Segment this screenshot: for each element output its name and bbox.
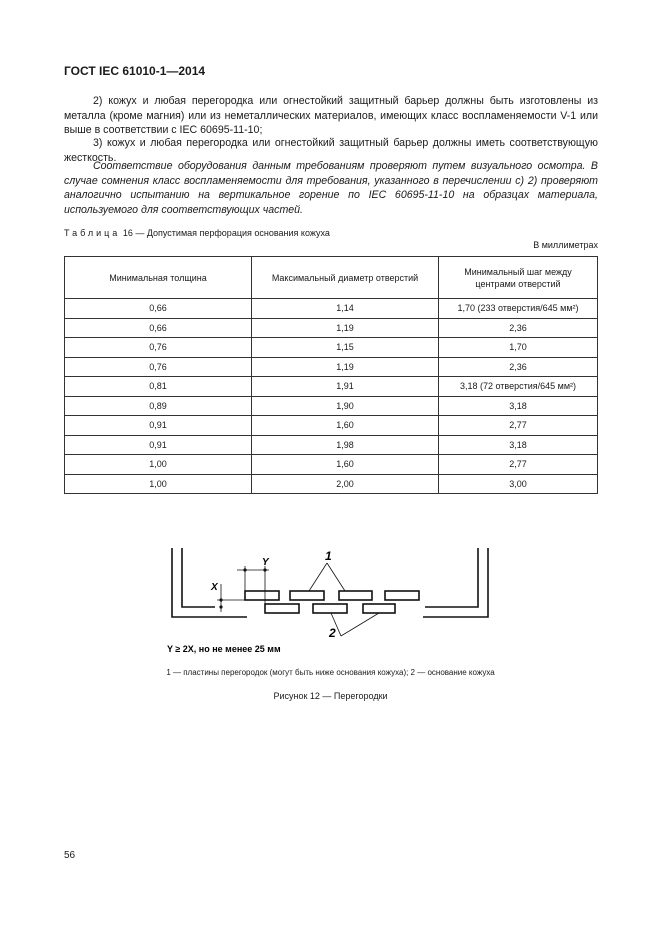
- document-header: ГОСТ IEC 61010-1—2014: [64, 64, 206, 78]
- cell-thickness: 0,66: [65, 299, 252, 319]
- table-row: [65, 435, 598, 455]
- table-caption-title: 16 — Допустимая перфорация основания кожуха: [122, 228, 330, 238]
- cell-diameter: 1,90: [252, 396, 439, 416]
- header-min-pitch: Минимальный шаг между центрами отверстий: [439, 257, 598, 299]
- cell-diameter: 1,15: [252, 338, 439, 358]
- leader-1a: [309, 563, 327, 591]
- table-row: [65, 396, 598, 416]
- cell-thickness: 0,81: [65, 377, 252, 397]
- table-header-row: [65, 257, 598, 299]
- enclosure-left-wall: [172, 548, 247, 617]
- dim-y-tick-left: [243, 568, 246, 571]
- cell-pitch: 2,77: [439, 455, 598, 475]
- enclosure-right-wall: [423, 548, 488, 617]
- lower-plate-2: [313, 604, 347, 613]
- table-row: [65, 455, 598, 475]
- cell-diameter: 2,00: [252, 474, 439, 494]
- table-caption-word: Таблица: [64, 228, 121, 238]
- compliance-paragraph: Соответствие оборудования данным требованиям проверяют путем визуального осмотра. В случае сомнения класс воспламеняемости для требования, указанного в перечислении с) 2) проверяют аналогично испытанию на вертикальное горение по IEC 60695-11-10 на образцах материала, используемого для соответствующих частей.: [64, 160, 598, 216]
- cell-thickness: 0,91: [65, 416, 252, 436]
- cell-thickness: 1,00: [65, 474, 252, 494]
- cell-diameter: 1,19: [252, 318, 439, 338]
- cell-thickness: 1,00: [65, 455, 252, 475]
- upper-plate-3: [339, 591, 372, 600]
- cell-pitch: 3,18 (72 отверстия/645 мм²): [439, 377, 598, 397]
- lower-plate-3: [363, 604, 395, 613]
- cell-pitch: 2,36: [439, 357, 598, 377]
- cell-pitch: 3,00: [439, 474, 598, 494]
- table-row: [65, 416, 598, 436]
- lower-plate-1: [265, 604, 299, 613]
- dim-x-tick-top: [219, 598, 222, 601]
- header-min-thickness: Минимальная толщина: [65, 257, 252, 299]
- cell-diameter: 1,19: [252, 357, 439, 377]
- cell-thickness: 0,76: [65, 338, 252, 358]
- dim-y-tick-right: [263, 568, 266, 571]
- leader-2b: [341, 613, 379, 636]
- table-caption: [64, 228, 330, 238]
- cell-thickness: 0,76: [65, 357, 252, 377]
- partition-figure: [165, 540, 505, 660]
- table-row: [65, 377, 598, 397]
- figure-label-1: 1: [325, 549, 332, 563]
- upper-plate-1: [245, 591, 279, 600]
- table-unit: В миллиметрах: [533, 240, 598, 250]
- cell-pitch: 2,77: [439, 416, 598, 436]
- cell-pitch: 3,18: [439, 435, 598, 455]
- paragraph-item-2: 2) кожух и любая перегородка или огнестойкий защитный барьер должны быть изготовлены из металла (кроме магния) или из неметаллических материалов, имеющих класс воспламеняемости V-1 или выше в соответствии с IEC 60695-11-10;: [64, 95, 598, 136]
- header-max-diameter: Максимальный диаметр отверстий: [252, 257, 439, 299]
- cell-thickness: 0,66: [65, 318, 252, 338]
- table-row: [65, 299, 598, 319]
- cell-pitch: 1,70 (233 отверстия/645 мм²): [439, 299, 598, 319]
- cell-diameter: 1,91: [252, 377, 439, 397]
- cell-pitch: 3,18: [439, 396, 598, 416]
- perforation-table: [64, 256, 598, 494]
- cell-thickness: 0,89: [65, 396, 252, 416]
- cell-diameter: 1,60: [252, 416, 439, 436]
- figure-label-2: 2: [329, 626, 336, 640]
- cell-diameter: 1,14: [252, 299, 439, 319]
- upper-plate-4: [385, 591, 419, 600]
- leader-1b: [327, 563, 345, 591]
- dim-x-tick-bottom: [219, 605, 222, 608]
- upper-plate-2: [290, 591, 324, 600]
- figure-caption: Рисунок 12 — Перегородки: [273, 691, 388, 701]
- cell-thickness: 0,91: [65, 435, 252, 455]
- paragraph-item-3: 3) кожух и любая перегородка или огнестойкий защитный барьер должны иметь соответствующую жесткость.: [64, 137, 598, 164]
- figure-note: 1 — пластины перегородок (могут быть ниже основания кожуха); 2 — основание кожуха: [166, 668, 495, 677]
- page-number: 56: [64, 850, 76, 861]
- table-row: [65, 357, 598, 377]
- figure-formula: Y ≥ 2X, но не менее 25 мм: [167, 644, 281, 654]
- table-row: [65, 474, 598, 494]
- table-row: [65, 338, 598, 358]
- table-row: [65, 318, 598, 338]
- cell-diameter: 1,60: [252, 455, 439, 475]
- table-body: [65, 299, 598, 494]
- figure-label-y: Y: [262, 557, 269, 568]
- cell-pitch: 2,36: [439, 318, 598, 338]
- cell-pitch: 1,70: [439, 338, 598, 358]
- cell-diameter: 1,98: [252, 435, 439, 455]
- figure-label-x: X: [211, 582, 218, 593]
